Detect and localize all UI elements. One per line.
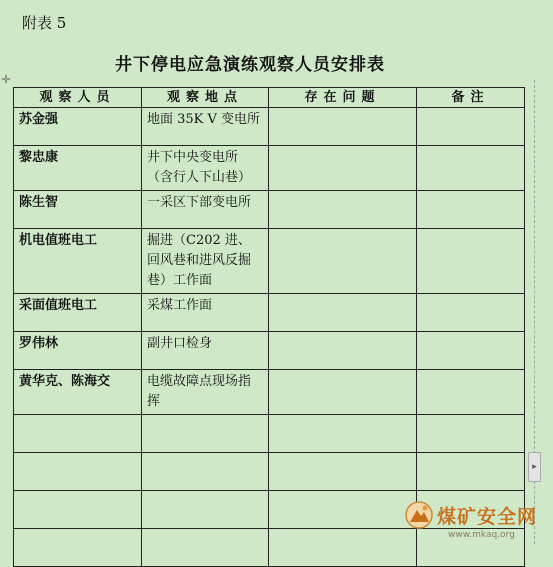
- table-row: [14, 229, 525, 294]
- table-row: [14, 415, 525, 453]
- remarks-cell[interactable]: [417, 294, 525, 332]
- table-row: [14, 332, 525, 370]
- location-cell[interactable]: 地面 35K V 变电所: [142, 108, 269, 146]
- observer-cell[interactable]: 陈生智: [14, 191, 142, 229]
- observer-cell[interactable]: [14, 415, 142, 453]
- location-cell[interactable]: 掘进（C202 进、回风巷和进风反掘巷）工作面: [142, 229, 269, 294]
- observer-cell[interactable]: 黄华克、陈海交: [14, 370, 142, 415]
- site-watermark: [404, 500, 549, 544]
- location-cell[interactable]: [142, 491, 269, 529]
- location-cell[interactable]: [142, 453, 269, 491]
- location-cell[interactable]: 副井口检身: [142, 332, 269, 370]
- remarks-cell[interactable]: [417, 370, 525, 415]
- issues-cell[interactable]: [269, 491, 417, 529]
- watermark-url: www.mkaq.org: [448, 530, 515, 540]
- watermark-logo-icon: [404, 500, 434, 530]
- header-location: 观察地点: [142, 88, 269, 108]
- location-cell[interactable]: 井下中央变电所（含行人下山巷）: [142, 146, 269, 191]
- document-title: 井下停电应急演练观察人员安排表: [115, 55, 385, 75]
- remarks-cell[interactable]: [417, 191, 525, 229]
- issues-cell[interactable]: [269, 229, 417, 294]
- observer-cell[interactable]: 黎忠康: [14, 146, 142, 191]
- annex-label: 附表 5: [22, 14, 67, 32]
- location-cell[interactable]: 采煤工作面: [142, 294, 269, 332]
- table-row: [14, 191, 525, 229]
- table-row: [14, 294, 525, 332]
- observer-arrangement-table: [13, 87, 525, 567]
- issues-cell[interactable]: [269, 370, 417, 415]
- issues-cell[interactable]: [269, 108, 417, 146]
- remarks-cell[interactable]: [417, 415, 525, 453]
- issues-cell[interactable]: [269, 415, 417, 453]
- observer-cell[interactable]: 罗伟林: [14, 332, 142, 370]
- location-cell[interactable]: 电缆故障点现场指挥: [142, 370, 269, 415]
- table-row: [14, 453, 525, 491]
- location-cell[interactable]: [142, 415, 269, 453]
- remarks-cell[interactable]: [417, 453, 525, 491]
- observer-cell[interactable]: [14, 453, 142, 491]
- observer-cell[interactable]: [14, 491, 142, 529]
- remarks-cell[interactable]: [417, 108, 525, 146]
- table-row: [14, 370, 525, 415]
- issues-cell[interactable]: [269, 146, 417, 191]
- issues-cell[interactable]: [269, 191, 417, 229]
- issues-cell[interactable]: [269, 453, 417, 491]
- table-row: [14, 146, 525, 191]
- header-remarks: 备注: [417, 88, 525, 108]
- watermark-text: 煤矿安全网: [437, 506, 538, 528]
- observer-cell[interactable]: [14, 529, 142, 567]
- table-move-anchor-icon[interactable]: ✛: [1, 73, 11, 86]
- remarks-cell[interactable]: [417, 332, 525, 370]
- observer-cell[interactable]: 苏金强: [14, 108, 142, 146]
- remarks-cell[interactable]: [417, 229, 525, 294]
- scroll-handle-icon[interactable]: ▸: [528, 452, 541, 482]
- issues-cell[interactable]: [269, 294, 417, 332]
- issues-cell[interactable]: [269, 332, 417, 370]
- observer-cell[interactable]: 机电值班电工: [14, 229, 142, 294]
- issues-cell[interactable]: [269, 529, 417, 567]
- remarks-cell[interactable]: [417, 146, 525, 191]
- table-row: [14, 108, 525, 146]
- header-observer: 观察人员: [14, 88, 142, 108]
- observer-cell[interactable]: 采面值班电工: [14, 294, 142, 332]
- location-cell[interactable]: [142, 529, 269, 567]
- header-issues: 存在问题: [269, 88, 417, 108]
- table-header-row: [14, 88, 525, 108]
- location-cell[interactable]: 一采区下部变电所: [142, 191, 269, 229]
